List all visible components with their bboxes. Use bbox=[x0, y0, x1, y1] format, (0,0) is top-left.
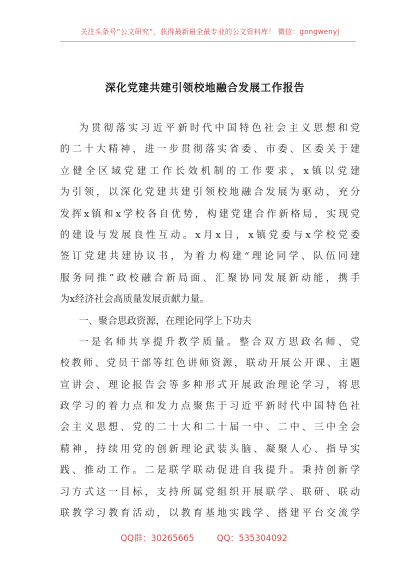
body-line: 的二十大精神，进一步贯彻落实省委、市委、区委关于建 bbox=[60, 144, 360, 156]
body-line: 服务同推”政校融合新局面、汇聚协同发展新动能，携手 bbox=[60, 272, 360, 284]
body-line: 立健全区域党建工作长效机制的工作要求，x镇以党建 bbox=[60, 165, 360, 177]
body-line: 校教师、党员干部等红色讲师资源，联动开展公开课、主题 bbox=[60, 358, 360, 370]
body-line: 一是名师共享提升教学质量。整合双方思政名师、党 bbox=[79, 336, 360, 348]
body-line: 为贯彻落实习近平新时代中国特色社会主义思想和党 bbox=[79, 123, 360, 134]
banner-divider bbox=[60, 41, 356, 42]
body-line: 签订党建共建协议书，为着力构建“理论同学、队伍同建 bbox=[60, 251, 360, 263]
body-line: 联教学习教育活动，以教育基地实践学、搭建平台交流学 bbox=[60, 508, 360, 520]
body-line: 的建设与发展良性互动。x月x日，x镇党委与x学校党委 bbox=[60, 229, 360, 241]
body-line: 精神，持续用党的创新理论武装头脑、凝聚人心、指导实 bbox=[60, 443, 360, 455]
qq-contact: QQ：535304092 bbox=[216, 534, 288, 544]
qq-group: QQ群：30265665 bbox=[120, 534, 195, 544]
body-line: 为x经济社会高质量发展贡献力量。 bbox=[60, 294, 210, 306]
promo-banner: 关注头条号“公文研究”，获得最新最全最专业的公文资料库！ 微信：gongwenyj bbox=[80, 28, 340, 36]
body-line: 发挥x镇和x学校各自优势，构建党建合作新格局，实现党 bbox=[60, 208, 360, 220]
body-line: 政学习的着力点和发力点聚焦于习近平新时代中国特色社 bbox=[60, 401, 360, 413]
document-body bbox=[60, 118, 360, 524]
body-line: 为引领，以深化党建共建引领校地融合发展为驱动，充分 bbox=[60, 187, 360, 199]
contact-footer bbox=[0, 532, 408, 544]
body-line: 践、推动工作。二是联学联动促进自我提升。秉持创新学 bbox=[60, 465, 360, 477]
body-line: 宣讲会、理论报告会等多种形式开展政治理论学习，将思 bbox=[60, 379, 360, 391]
body-line: 会主义思想、党的二十大和二十届一中、二中、三中全会 bbox=[60, 422, 360, 434]
body-line: 习方式这一目标，支持所属党组织开展联学、联研、联动 bbox=[60, 486, 360, 498]
section-heading: 一、聚合思政资源，在理论同学上下功夫 bbox=[79, 315, 252, 327]
document-title: 深化党建共建引领校地融合发展工作报告 bbox=[105, 82, 305, 94]
